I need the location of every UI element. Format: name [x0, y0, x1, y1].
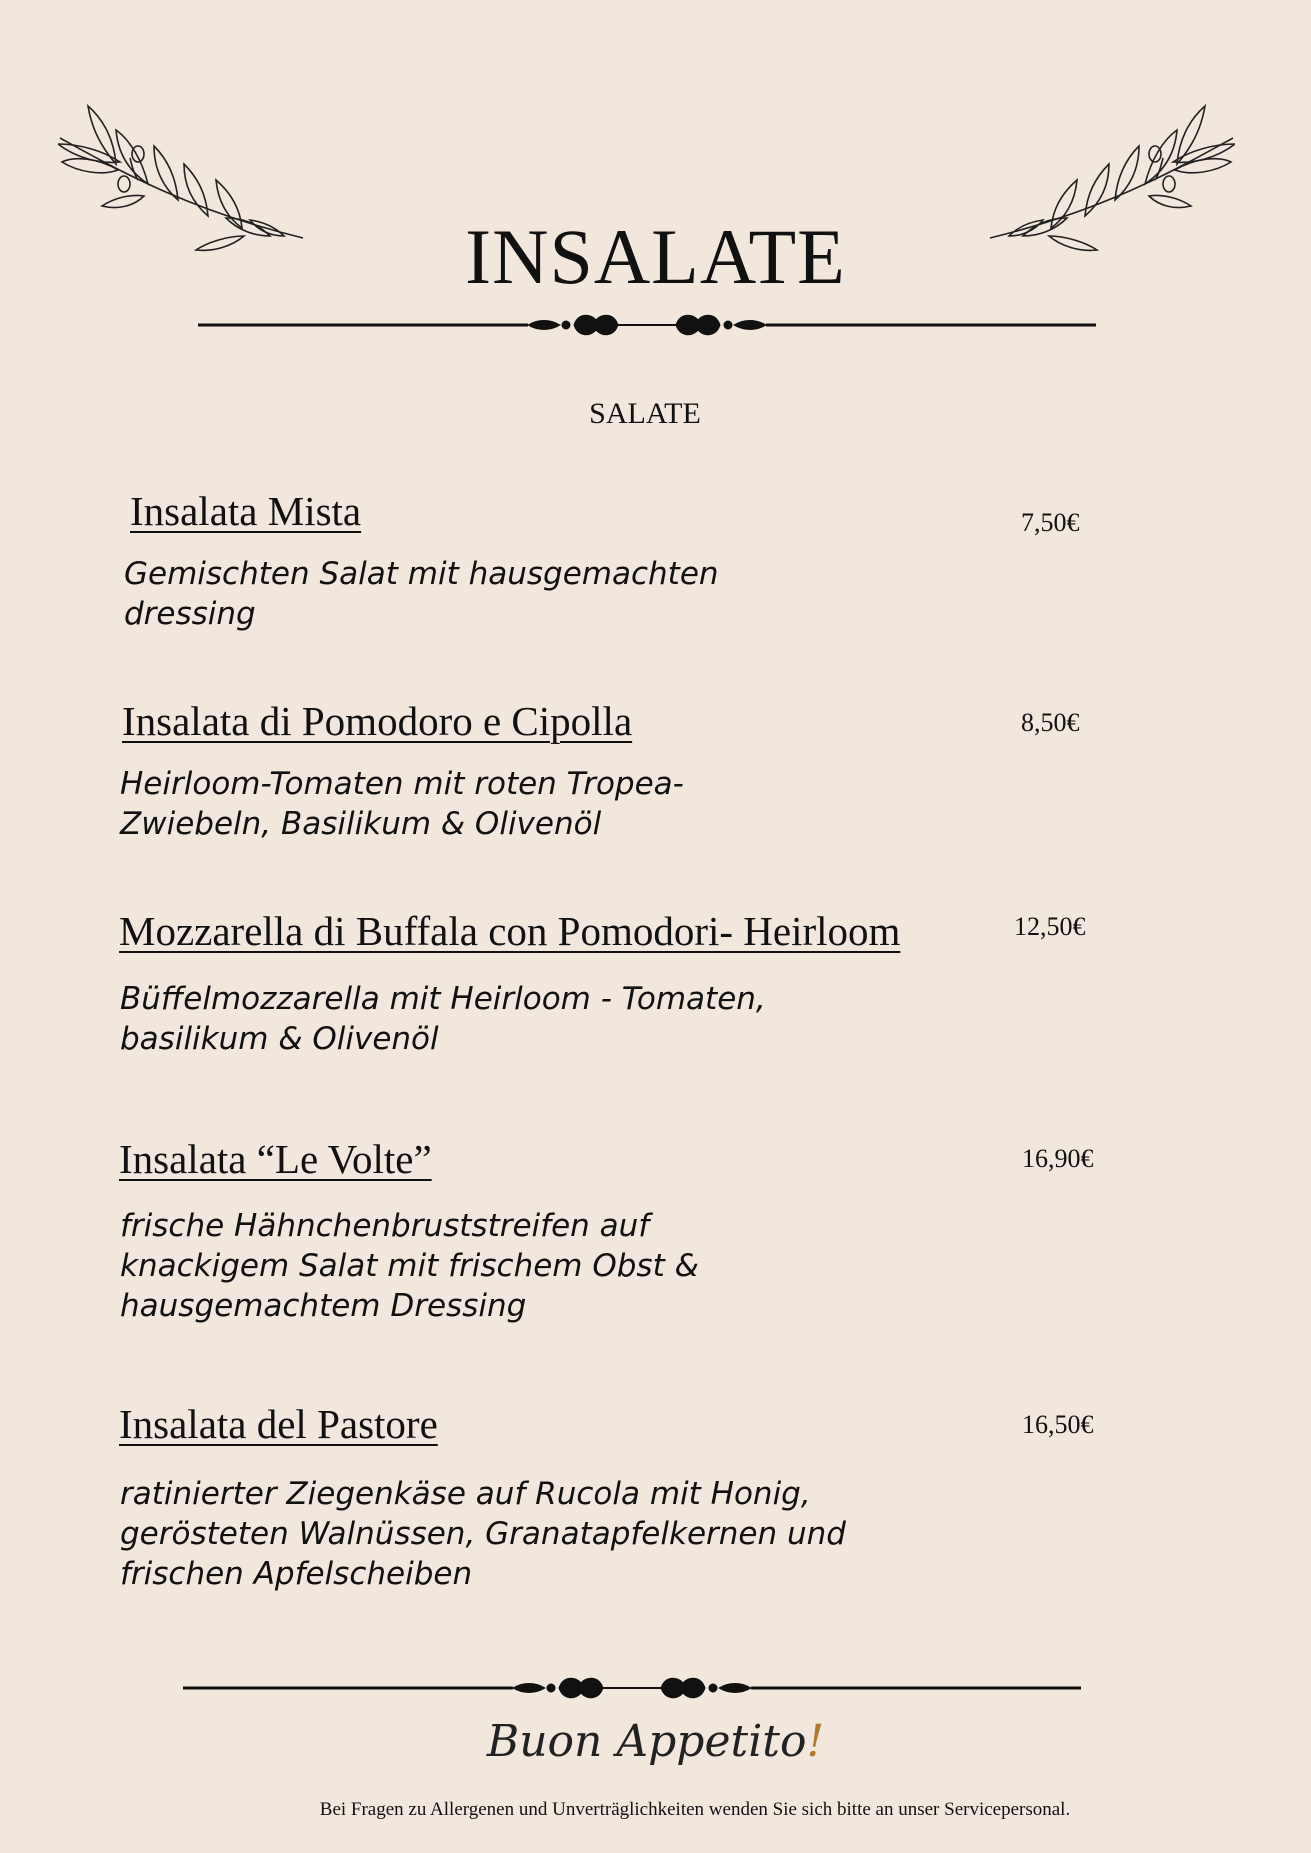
description-line: hausgemachtem Dressing — [120, 1288, 527, 1324]
description-line: Gemischten Salat mit hausgemachten — [124, 556, 719, 592]
description-line: frischen Apfelscheiben — [120, 1556, 473, 1592]
description-line: basilikum & Olivenöl — [120, 1021, 439, 1057]
menu-item-price: 12,50€ — [1014, 912, 1086, 941]
ornamental-divider-top-icon — [198, 310, 1096, 340]
menu-item-name: Insalata del Pastore — [119, 1401, 438, 1447]
description-line: Heirloom-Tomaten mit roten Tropea- — [120, 766, 684, 802]
description-line: gerösteten Walnüssen, Granatapfelkernen und — [120, 1516, 846, 1552]
menu-item-description — [120, 979, 880, 1059]
description-line: Büffelmozzarella mit Heirloom - Tomaten, — [120, 981, 766, 1017]
buon-appetito-signoff — [0, 1714, 1311, 1770]
description-line: dressing — [124, 596, 256, 632]
ornamental-divider-bottom-icon — [183, 1673, 1081, 1703]
menu-item-name: Mozzarella di Buffala con Pomodori- Heirloom — [119, 908, 901, 954]
menu-item-description — [124, 554, 884, 634]
description-line: knackigem Salat mit frischem Obst & — [120, 1248, 699, 1284]
signoff-mark: ! — [806, 1716, 825, 1767]
menu-item-price: 16,50€ — [1022, 1410, 1094, 1439]
menu-item-name: Insalata di Pomodoro e Cipolla — [122, 698, 633, 744]
description-line: Zwiebeln, Basilikum & Olivenöl — [120, 806, 602, 842]
page-title: INSALATE — [465, 213, 846, 300]
description-line: ratinierter Ziegenkäse auf Rucola mit Honig, — [120, 1476, 811, 1512]
menu-item-description — [120, 1206, 880, 1326]
description-line: frische Hähnchenbruststreifen auf — [120, 1208, 650, 1244]
signoff-text: Buon Appetito — [486, 1716, 807, 1767]
menu-item-name: Insalata Mista — [130, 488, 362, 534]
menu-item-name: Insalata “Le Volte” — [119, 1136, 432, 1182]
menu-item-description — [120, 764, 880, 844]
allergen-note: Bei Fragen zu Allergenen und Unverträglichkeiten wenden Sie sich bitte an unser Servicepersonal. — [319, 1799, 1071, 1820]
menu-item-description — [120, 1474, 980, 1594]
menu-item-price: 16,90€ — [1022, 1144, 1094, 1173]
menu-item-price: 7,50€ — [1021, 508, 1080, 537]
section-subtitle: SALATE — [589, 397, 701, 430]
menu-item-price: 8,50€ — [1021, 708, 1080, 737]
